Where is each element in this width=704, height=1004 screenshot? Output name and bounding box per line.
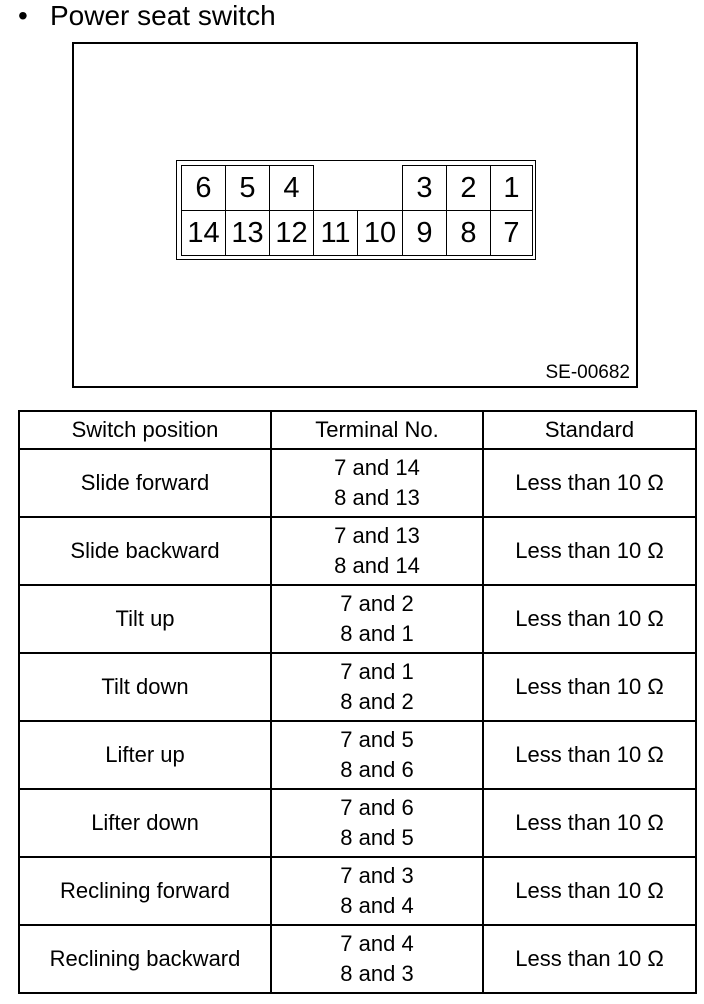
terminal-pair: 7 and 1: [340, 659, 414, 684]
table-row: [19, 789, 696, 857]
standard-cell: Less than 10 Ω: [483, 653, 696, 721]
connector-diagram: [176, 160, 536, 260]
terminal-pair: 7 and 14: [334, 455, 420, 480]
terminal-cell: [271, 517, 483, 585]
figure-code: SE-00682: [545, 362, 630, 383]
terminal-pair: 7 and 5: [340, 727, 414, 752]
standard-cell: Less than 10 Ω: [483, 449, 696, 517]
switch-position-cell: Lifter up: [19, 721, 271, 789]
connector-pin-grid: [181, 165, 531, 255]
terminal-pair: 7 and 2: [340, 591, 414, 616]
terminal-pair: 7 and 6: [340, 795, 414, 820]
switch-position-cell: Slide backward: [19, 517, 271, 585]
table-row: [19, 517, 696, 585]
terminal-pair: 7 and 3: [340, 863, 414, 888]
table-row: [19, 585, 696, 653]
table-header-row: [19, 411, 696, 449]
switch-spec-table: [18, 410, 697, 994]
terminal-cell: [271, 789, 483, 857]
terminal-pair: 8 and 3: [340, 961, 414, 986]
switch-position-cell: Tilt up: [19, 585, 271, 653]
terminal-cell: [271, 449, 483, 517]
terminal-pair: 7 and 4: [340, 931, 414, 956]
connector-pin-12: 12: [269, 210, 314, 256]
terminal-cell: [271, 653, 483, 721]
section-title: Power seat switch: [50, 0, 276, 31]
connector-pin-4: 4: [269, 165, 314, 211]
table-row: [19, 721, 696, 789]
standard-cell: Less than 10 Ω: [483, 925, 696, 993]
standard-cell: Less than 10 Ω: [483, 585, 696, 653]
connector-pin-10: 10: [357, 210, 403, 256]
terminal-pair: 7 and 13: [334, 523, 420, 548]
terminal-pair: 8 and 5: [340, 825, 414, 850]
terminal-cell: [271, 925, 483, 993]
table-row: [19, 449, 696, 517]
terminal-cell: [271, 721, 483, 789]
connector-pin-7: 7: [490, 210, 533, 256]
connector-pin-6: 6: [181, 165, 226, 211]
standard-cell: Less than 10 Ω: [483, 517, 696, 585]
connector-pin-2: 2: [446, 165, 491, 211]
switch-position-cell: Slide forward: [19, 449, 271, 517]
connector-pin-13: 13: [225, 210, 270, 256]
section-heading: [18, 0, 276, 32]
terminal-pair: 8 and 1: [340, 621, 414, 646]
table-row: [19, 925, 696, 993]
table-row: [19, 653, 696, 721]
terminal-pair: 8 and 14: [334, 553, 420, 578]
terminal-pair: 8 and 13: [334, 485, 420, 510]
terminal-cell: [271, 585, 483, 653]
connector-pin-9: 9: [402, 210, 447, 256]
terminal-cell: [271, 857, 483, 925]
connector-pin-8: 8: [446, 210, 491, 256]
connector-pin-11: 11: [313, 210, 358, 256]
terminal-pair: 8 and 4: [340, 893, 414, 918]
header-terminal-no: Terminal No.: [271, 411, 483, 449]
standard-cell: Less than 10 Ω: [483, 721, 696, 789]
terminal-pair: 8 and 6: [340, 757, 414, 782]
switch-position-cell: Reclining backward: [19, 925, 271, 993]
standard-cell: Less than 10 Ω: [483, 789, 696, 857]
switch-position-cell: Lifter down: [19, 789, 271, 857]
connector-pin-1: 1: [490, 165, 533, 211]
bullet-icon: •: [18, 0, 28, 31]
standard-cell: Less than 10 Ω: [483, 857, 696, 925]
connector-figure: [72, 42, 638, 388]
switch-position-cell: Reclining forward: [19, 857, 271, 925]
table-row: [19, 857, 696, 925]
connector-pin-14: 14: [181, 210, 226, 256]
switch-position-cell: Tilt down: [19, 653, 271, 721]
header-switch-position: Switch position: [19, 411, 271, 449]
connector-pin-5: 5: [225, 165, 270, 211]
header-standard: Standard: [483, 411, 696, 449]
connector-pin-3: 3: [402, 165, 447, 211]
terminal-pair: 8 and 2: [340, 689, 414, 714]
